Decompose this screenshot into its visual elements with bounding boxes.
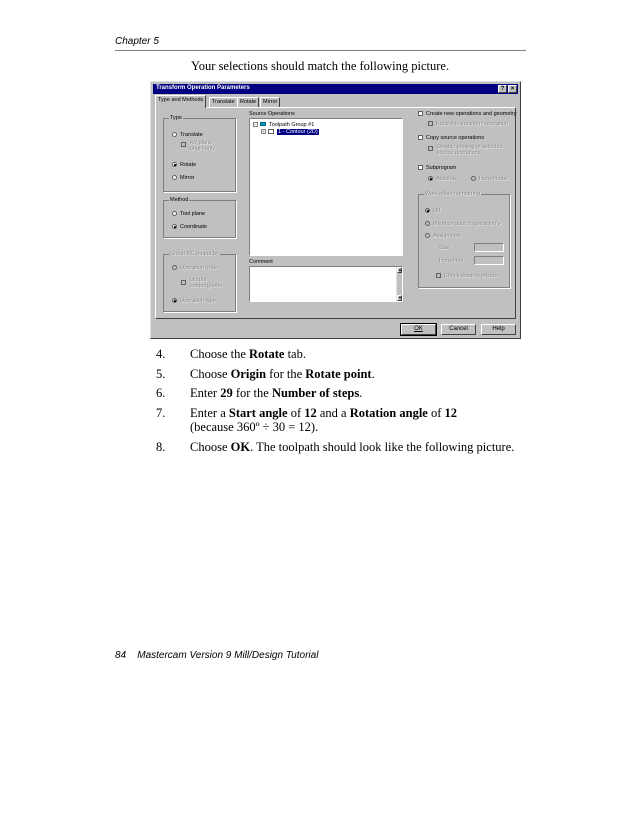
dialog-title: Transform Operation Parameters — [156, 85, 250, 91]
help-button[interactable]: Help — [481, 324, 516, 335]
absolute-radio — [428, 176, 457, 182]
dialog-titlebar — [153, 84, 518, 94]
mirror-label: Mirror — [180, 175, 195, 181]
step-bold-term: 29 — [220, 386, 233, 400]
step-run: . The toolpath should look like the following picture. — [250, 440, 515, 454]
step-run: tab. — [284, 347, 306, 361]
type-group-label: Type — [170, 115, 182, 121]
output-label-1: Output — [190, 277, 207, 283]
tree-group-label: Toolpath Group #1 — [269, 122, 315, 128]
assign-new-label: Assign new — [433, 233, 462, 239]
increment-input — [474, 256, 504, 265]
step-bold-term: Rotate — [249, 347, 285, 361]
expand-icon[interactable]: + — [262, 129, 265, 134]
incremental-radio — [471, 176, 508, 182]
step-run: Enter a — [190, 406, 229, 420]
help-icon[interactable]: ? — [498, 85, 507, 93]
step-number: 7. — [156, 406, 166, 420]
source-operations-label: Source Operations — [249, 111, 295, 117]
tree-group-row[interactable] — [253, 122, 314, 128]
step-number: 4. — [156, 347, 166, 361]
transform-dialog — [150, 81, 521, 339]
step-number: 8. — [156, 440, 166, 454]
step-bold-term: Start angle — [228, 406, 288, 420]
step-run: (because 360º ÷ 30 = 12). — [190, 420, 319, 434]
step-bold-term: OK — [230, 440, 251, 454]
check-existing-check — [436, 273, 497, 279]
absolute-label: Absolute — [436, 176, 458, 182]
rotate-label: Rotate — [180, 162, 197, 168]
step-run: of — [287, 406, 305, 420]
source-operations-tree[interactable] — [249, 118, 403, 256]
disable-posting-check — [428, 146, 436, 152]
chapter-header: Chapter 5 — [115, 36, 159, 47]
step-bold-term: Number of steps — [271, 386, 360, 400]
keep-original-label: Keep this transform operation — [436, 121, 509, 127]
type-group — [163, 115, 236, 192]
create-new-label: Create new operations and geometry — [426, 111, 517, 117]
step-run: Choose — [190, 367, 231, 381]
work-offset-group — [418, 191, 510, 288]
incremental-label: Incremental — [479, 176, 508, 182]
disable-posting-label-2: source operations — [437, 150, 481, 156]
off-label: Off — [433, 208, 441, 214]
page-footer — [115, 650, 318, 661]
operation-icon — [268, 129, 274, 134]
operation-order-radio — [172, 265, 219, 271]
tree-operation-row[interactable] — [261, 129, 319, 135]
step-text — [190, 347, 306, 362]
tab-panel — [155, 107, 516, 319]
collapse-icon[interactable]: − — [254, 122, 257, 127]
coordinate-radio[interactable] — [172, 224, 207, 230]
copy-source-label: Copy source operations — [426, 135, 485, 141]
step-run: Choose the — [190, 347, 250, 361]
rotate-radio[interactable] — [172, 162, 196, 168]
step-run: and a — [316, 406, 350, 420]
subprogram-check[interactable] — [418, 165, 456, 171]
tool-plane-label: Tool plane — [180, 211, 206, 217]
comment-scrollbar[interactable] — [396, 267, 402, 301]
maintain-radio — [425, 221, 500, 227]
cancel-button[interactable]: Cancel — [441, 324, 476, 335]
step-run: Choose — [190, 440, 231, 454]
tab-type-and-methods[interactable]: Type and Methods — [155, 95, 206, 108]
scroll-up-icon[interactable]: ▲ — [398, 267, 402, 272]
operation-type-radio — [172, 298, 216, 304]
group-nc-label: Group NC output by — [170, 251, 219, 257]
step-number: 6. — [156, 386, 166, 400]
start-input — [474, 243, 504, 252]
step-bold-term: 12 — [444, 406, 458, 420]
step-bold-term: 12 — [304, 406, 317, 420]
step-bold-term: Origin — [230, 367, 267, 381]
translate-radio[interactable] — [172, 132, 203, 138]
step-text — [190, 440, 514, 455]
tab-mirror[interactable]: Mirror — [260, 97, 280, 107]
page-number: 84 — [115, 650, 127, 661]
assign-new-radio — [425, 233, 461, 239]
mirror-radio[interactable] — [172, 175, 194, 181]
step-run: . — [371, 367, 375, 381]
xy-plane-label-1: XY plane — [190, 140, 213, 146]
comment-input[interactable] — [249, 266, 403, 302]
close-icon[interactable]: × — [508, 85, 517, 93]
tool-plane-radio[interactable] — [172, 211, 205, 217]
subprogram-label: Subprogram — [426, 165, 457, 171]
output-subprograms-check — [181, 280, 189, 286]
step-run: Enter — [190, 386, 221, 400]
translate-label: Translate — [180, 132, 203, 138]
output-label-2: subprograms — [190, 283, 223, 289]
step-run: . — [359, 386, 363, 400]
start-label: Start — [439, 245, 451, 251]
step-text — [190, 420, 318, 435]
increment-label: Increment — [439, 258, 464, 264]
method-group — [163, 197, 236, 238]
book-title: Mastercam Version 9 Mill/Design Tutorial — [137, 650, 319, 661]
maintain-label: Maintain source operation's — [433, 221, 501, 227]
work-offset-label: Work offset numbering — [425, 191, 481, 197]
step-text — [190, 386, 362, 401]
copy-source-check[interactable] — [418, 135, 484, 141]
tab-rotate[interactable]: Rotate — [237, 97, 259, 107]
step-bold-term: Rotate point — [305, 367, 372, 381]
intro-text: Your selections should match the following picture. — [191, 59, 450, 73]
tree-operation-label: 1 - Contour (2D) — [278, 129, 318, 135]
step-run: for the — [232, 386, 272, 400]
step-run: of — [427, 406, 445, 420]
coordinate-label: Coordinate — [180, 224, 207, 230]
operation-type-label: Operation type — [180, 298, 217, 304]
step-text — [190, 367, 375, 382]
check-existing-label: Check existing offsets — [444, 273, 498, 279]
step-text — [190, 406, 457, 421]
xy-plane-label-2: origin only — [190, 146, 216, 152]
comment-label: Comment — [249, 259, 273, 265]
step-bold-term: Rotation angle — [349, 406, 428, 420]
group-nc-group — [163, 251, 236, 312]
method-group-label: Method — [170, 197, 189, 203]
scroll-down-icon[interactable]: ▼ — [398, 295, 402, 300]
disable-posting-label-1: Disable posting of selected — [437, 144, 503, 150]
ok-button[interactable]: OK — [401, 324, 436, 335]
tab-translate[interactable]: Translate — [209, 97, 238, 107]
create-new-check[interactable] — [418, 111, 517, 117]
xy-plane-check — [181, 142, 189, 148]
step-number: 5. — [156, 367, 166, 381]
header-rule — [115, 50, 526, 51]
off-radio — [425, 208, 440, 214]
keep-original-check — [428, 121, 508, 127]
operation-order-label: Operation order — [180, 265, 219, 271]
folder-icon — [260, 122, 266, 126]
step-run: for the — [266, 367, 306, 381]
